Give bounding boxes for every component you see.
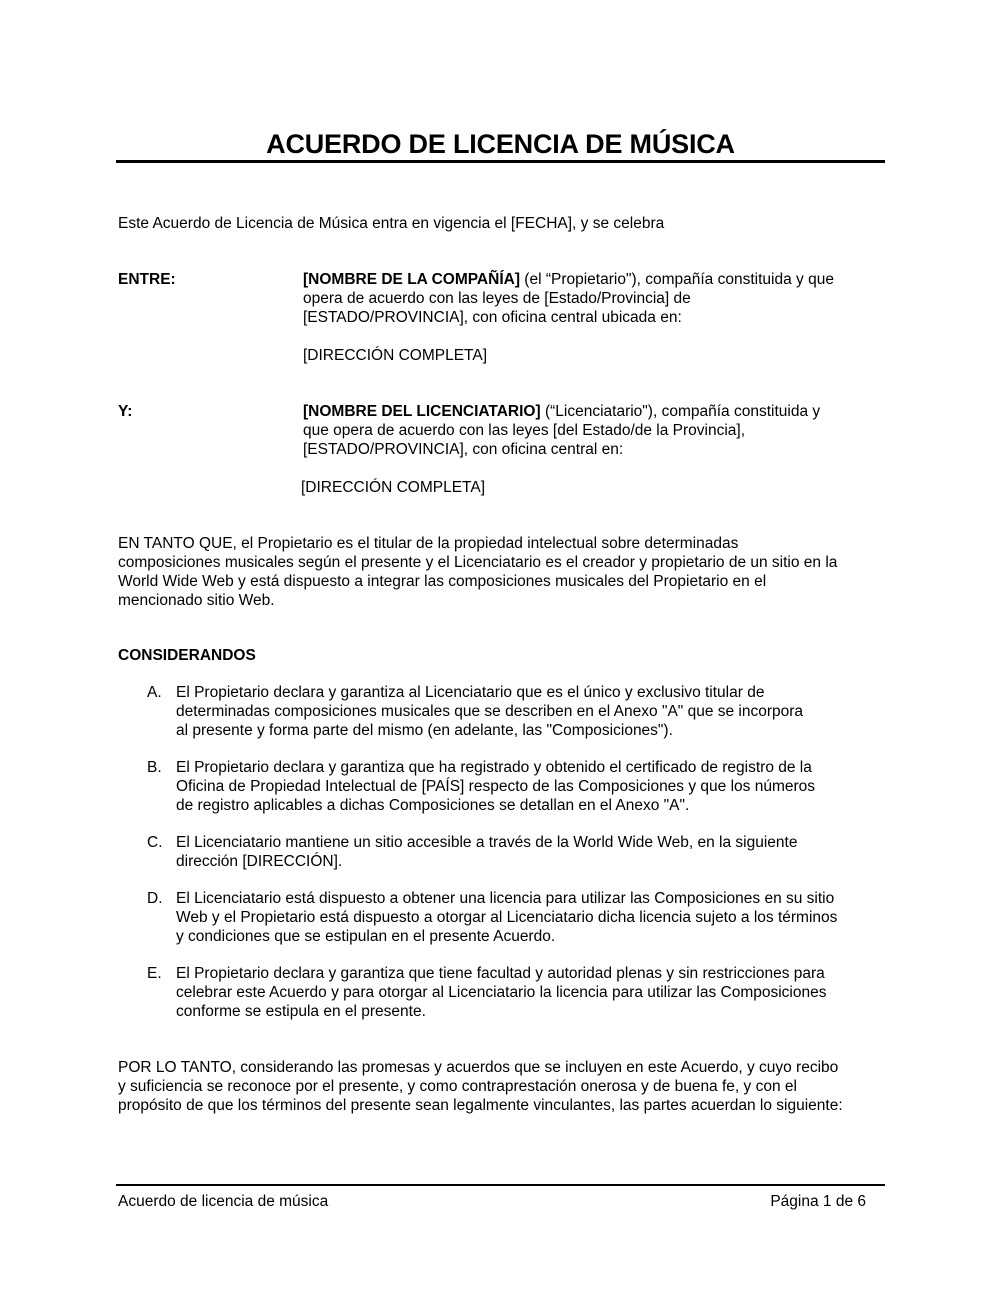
therefore-paragraph: POR LO TANTO, considerando las promesas y acuerdos que se incluyen en este Acuerdo, y cuyo recibo y suficiencia se reconoce por el presente, y como contraprestación onerosa y de buena fe, y con el propósito de que los términos del presente sean legalmente vinculantes, las partes acuerdan lo siguiente: xyxy=(118,1059,843,1114)
party-licensee-block xyxy=(303,402,883,459)
party-licensee-line-1: [NOMBRE DEL LICENCIATARIO] (“Licenciatario"), compañía constituida y xyxy=(303,403,821,420)
recital-letter: A. xyxy=(147,684,162,701)
recital-letter: B. xyxy=(147,759,162,776)
title-rule xyxy=(116,160,885,163)
footer-document-name: Acuerdo de licencia de música xyxy=(118,1193,329,1210)
recital-text: El Licenciatario está dispuesto a obtener una licencia para utilizar las Composiciones en su sitio Web y el Propietario está dispuesto a otorgar al Licenciatario dicha licencia sujeto a los términos y condiciones que se estipulan en el presente Acuerdo. xyxy=(176,890,838,945)
recital-text: El Licenciatario mantiene un sitio accesible a través de la World Wide Web, en la siguiente dirección [DIRECCIÓN]. xyxy=(176,834,798,870)
party-licensee-address: [DIRECCIÓN COMPLETA] xyxy=(301,479,486,496)
recital-text: El Propietario declara y garantiza al Licenciatario que es el único y exclusivo titular de determinadas composiciones musicales que se describen en el Anexo "A" que se incorpora al presente y forma parte del mismo (en adelante, las "Composiciones"). xyxy=(176,684,804,739)
party-owner-block xyxy=(303,270,883,327)
party-owner-line-2: opera de acuerdo con las leyes de [Estado/Provincia] de xyxy=(303,290,691,307)
party-owner-name: [NOMBRE DE LA COMPAÑÍA] xyxy=(303,271,520,288)
recitals-heading: CONSIDERANDOS xyxy=(118,647,256,664)
recital-text: El Propietario declara y garantiza que tiene facultad y autoridad plenas y sin restricciones para celebrar este Acuerdo y para otorgar al Licenciatario la licencia para utilizar las Composiciones conforme se estipula en el presente. xyxy=(176,965,827,1020)
party-licensee-line-3: [ESTADO/PROVINCIA], con oficina central en: xyxy=(303,441,624,458)
party-licensee-name: [NOMBRE DEL LICENCIATARIO] xyxy=(303,403,541,420)
party-label-between: ENTRE: xyxy=(118,271,176,288)
recital-letter: D. xyxy=(147,890,163,907)
document-title: ACUERDO DE LICENCIA DE MÚSICA xyxy=(266,129,735,159)
footer-page-number: Página 1 de 6 xyxy=(770,1193,866,1210)
party-label-and: Y: xyxy=(118,403,133,420)
party-owner-line-1: [NOMBRE DE LA COMPAÑÍA] (el “Propietario"), compañía constituida y que xyxy=(303,271,834,288)
whereas-paragraph: EN TANTO QUE, el Propietario es el titular de la propiedad intelectual sobre determinadas composiciones musicales según el presente y el Licenciatario es el creador y propietario de un sitio en la World Wide Web y está dispuesto a integrar las composiciones musicales del Propietario en el mencionado sitio Web. xyxy=(118,535,838,609)
intro-paragraph: Este Acuerdo de Licencia de Música entra en vigencia el [FECHA], y se celebra xyxy=(118,215,665,232)
recital-text: El Propietario declara y garantiza que ha registrado y obtenido el certificado de registro de la Oficina de Propiedad Intelectual de [PAÍS] respecto de las Composiciones y que los números de registro aplicables a dichas Composiciones se detallan en el Anexo "A". xyxy=(176,759,816,814)
recital-letter: C. xyxy=(147,834,163,851)
recital-letter: E. xyxy=(147,965,162,982)
party-owner-address: [DIRECCIÓN COMPLETA] xyxy=(303,347,488,364)
party-licensee-line-2: que opera de acuerdo con las leyes [del Estado/de la Provincia], xyxy=(303,422,746,439)
party-owner-line-3: [ESTADO/PROVINCIA], con oficina central ubicada en: xyxy=(303,309,682,326)
footer-rule xyxy=(116,1184,885,1186)
